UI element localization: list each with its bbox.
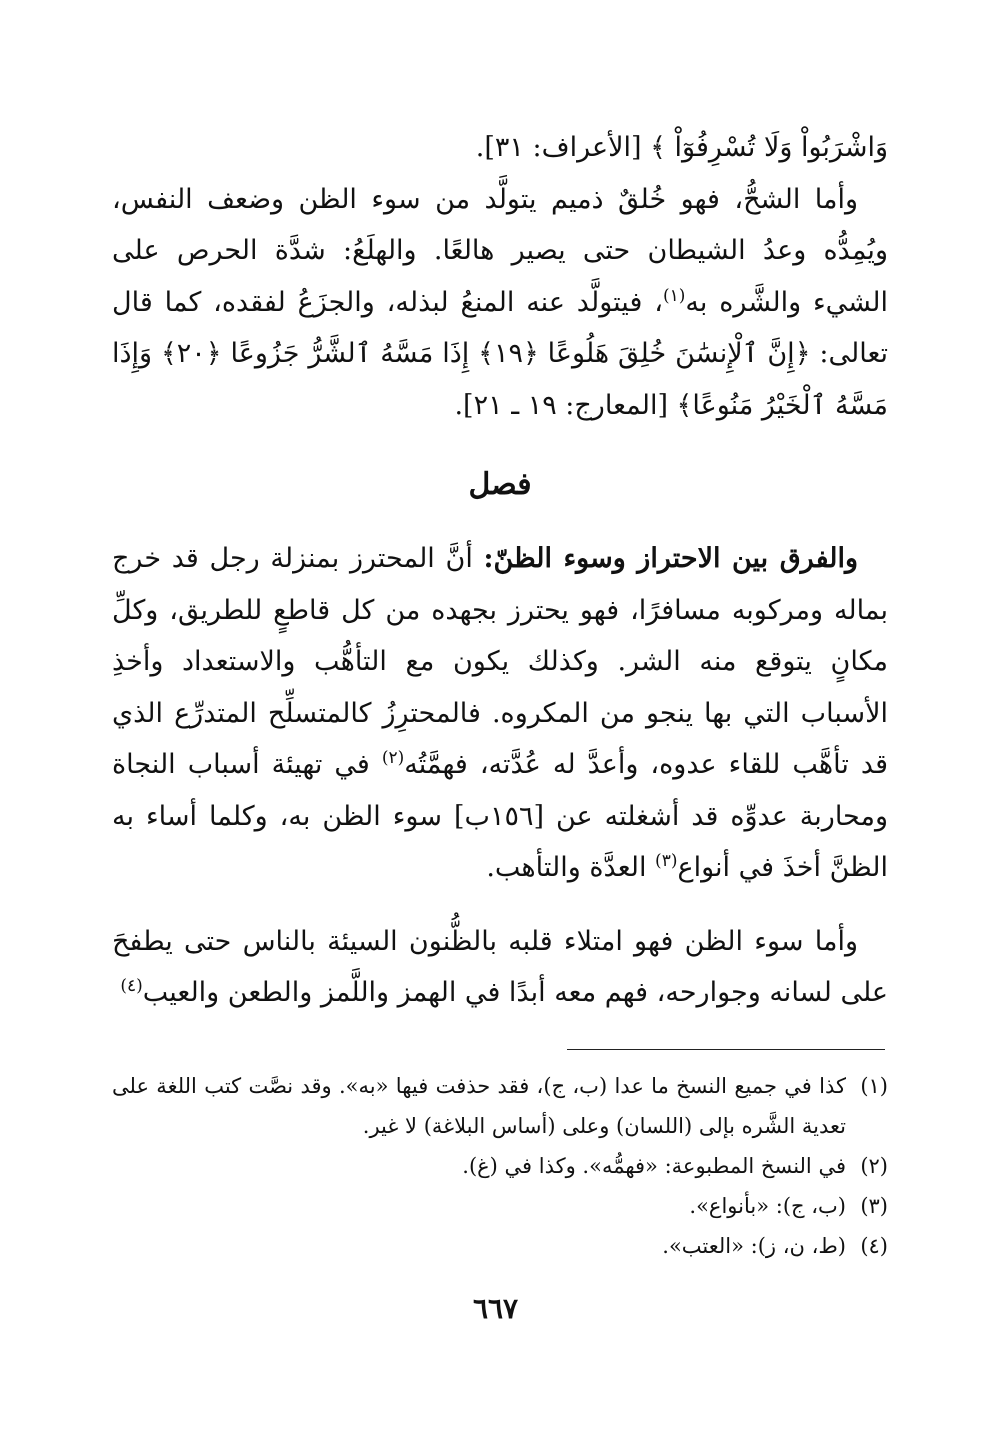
footnote-number: (١) <box>860 1074 888 1098</box>
main-text <box>112 122 888 1019</box>
footnote-marker-4: (٤) <box>120 976 143 996</box>
footnotes <box>112 1066 888 1266</box>
footnote-marker-1: (١) <box>662 285 686 306</box>
paragraph-1-text-b: ، فيتولَّد عنه المنعُ لبذله، والجزَعُ لفقده، كما قال تعالى: ﴿ <box>112 286 888 369</box>
footnote-number: (٢) <box>860 1154 888 1178</box>
quran-verse: وَاشْرَبُواْ وَلَا تُسْرِفُوٓاْ <box>674 132 888 163</box>
footnote-item <box>112 1066 888 1146</box>
paragraph-2-text-c: العدَّة والتأهب. <box>486 852 656 883</box>
footnote-item <box>112 1146 888 1186</box>
paragraph-3 <box>112 916 888 1019</box>
footnote-text: في النسخ المطبوعة: «فهمُّه». وكذا في (غ). <box>462 1154 846 1178</box>
footnote-text: (ط، ن، ز): «العتب». <box>662 1234 846 1258</box>
verse-reference: ﴾ [المعارج: ١٩ ـ ٢١]. <box>454 389 693 421</box>
verse-reference: ﴾ [الأعراف: ٣١]. <box>475 132 666 163</box>
footnote-item <box>112 1226 888 1266</box>
footnote-text: كذا في جميع النسخ ما عدا (ب، ج)، فقد حذفت فيها «به». وقد نصَّت كتب اللغة على تعدية الشَّره بإلى (اللسان) وعلى (أساس البلاغة) لا غير. <box>112 1074 846 1138</box>
section-heading: فصل <box>468 467 532 502</box>
paragraph-2-text-a: أنَّ المحترز بمنزلة رجل قد خرج بماله ومركوبه مسافرًا، فهو يحترز بجهده من كل قاطعٍ للطريق، وكلِّ مكانٍ يتوقع منه الشر. وكذلك يكون مع التأهُّب والاستعداد وأخذِ الأسباب التي بها ينجو من المكروه. فالمحترِزُ كالمتسلِّح المتدرِّع الذي قد تأهَّب للقاء عدوه، وأعدَّ له عُدَّته، فهمَّتُه <box>112 543 888 780</box>
paragraph-2-lead: والفرق بين الاحتراز وسوء الظنّ: <box>483 543 858 574</box>
verse-continuation-line <box>112 122 888 174</box>
quran-verse: إِنَّ ٱلْإِنسَٰنَ خُلِقَ هَلُوعًا ﴿١٩﴾ إِذَا مَسَّهُ ٱلشَّرُّ جَزُوعًا ﴿٢٠﴾ وَإِذَا مَسَّهُ ٱلْخَيْرُ مَنُوعًا <box>112 338 888 421</box>
footnote-number: (٣) <box>860 1194 888 1218</box>
paragraph-2-text-b: في تهيئة أسباب النجاة ومحاربة عدوِّه قد أشغلته عن [١٥٦ب] سوء الظن به، وكلما أساء به الظنَّ أخذَ في أنواع <box>112 749 888 883</box>
footnote-number: (٤) <box>860 1234 888 1258</box>
paragraph-1 <box>112 174 888 432</box>
paragraph-2 <box>112 533 888 894</box>
paragraph-3-text: وأما سوء الظن فهو امتلاء قلبه بالظُّنون السيئة بالناس حتى يطفحَ على لسانه وجوارحه، فهم معه أبدًا في الهمز واللَّمز والطعن والعيب <box>112 925 888 1008</box>
footnote-marker-2: (٢) <box>381 748 405 768</box>
page-number: ٦٦٧ <box>472 1292 519 1325</box>
footnote-item <box>112 1186 888 1226</box>
paragraph-1-text-a: وأما الشحُّ، فهو خُلقٌ ذميم يتولَّد من سوء الظن وضعف النفس، ويُمِدُّه وعدُ الشيطان حتى يصير هالعًا. والهلَعُ: شدَّة الحرص على الشيء والشَّره به <box>112 183 888 318</box>
footnote-text: (ب، ج): «بأنواع». <box>689 1194 846 1218</box>
footnote-marker-3: (٣) <box>655 851 678 871</box>
footnote-separator <box>567 1049 885 1050</box>
